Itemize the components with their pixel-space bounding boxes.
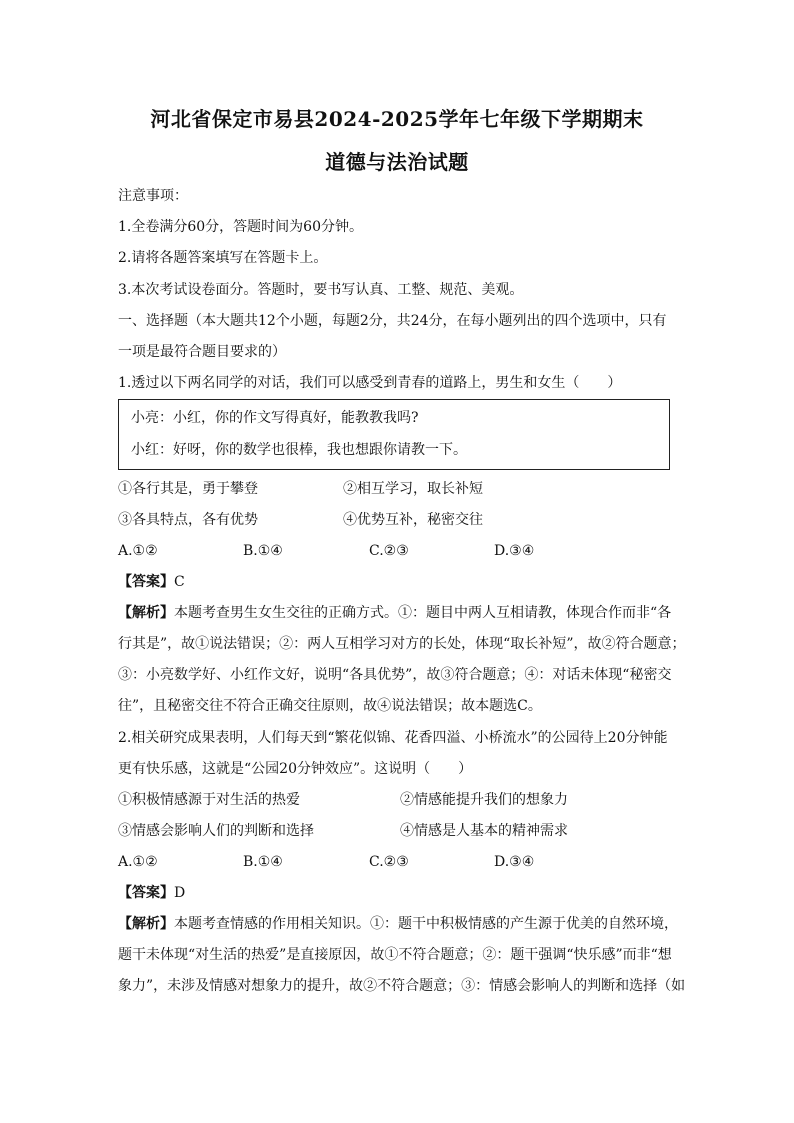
q1-analysis-line-2: 行其是”，故①说法错误；②：两人互相学习对方的长处，体现“取长补短”，故②符合题意； [118, 636, 686, 652]
analysis-text: 本题考查男生女生交往的正确方式。①：题目中两人互相请教，体现合作而非“各 [174, 605, 672, 621]
q1-choice-b: B.①④ [243, 543, 283, 559]
q1-statement-4: ④优势互补，秘密交往 [343, 512, 483, 528]
q1-analysis-line-3: ③：小亮数学好、小红作文好，说明“各具优势”，故③符合题意；④：对话未体现“秘密交 [118, 667, 672, 683]
question-2-stem-2: 更有快乐感，这就是“公园20分钟效应”。这说明（ ） [118, 761, 473, 777]
q2-choice-d: D.③④ [494, 854, 535, 870]
dialog-line-2: 小红：好呀，你的数学也很棒，我也想跟你请教一下。 [131, 442, 467, 458]
q1-choice-d: D.③④ [494, 543, 535, 559]
q1-statement-3: ③各具特点，各有优势 [118, 512, 258, 528]
analysis-text: 本题考查情感的作用相关知识。①：题干中积极情感的产生源于优美的自然环境， [174, 916, 678, 932]
q2-choice-a: A.①② [118, 854, 158, 870]
notice-item-2: 2.请将各题答案填写在答题卡上。 [118, 250, 328, 266]
q2-choice-c: C.②③ [369, 854, 409, 870]
q1-statement-1: ①各行其是，勇于攀登 [118, 481, 258, 497]
notice-item-3: 3.本次考试设卷面分。答题时，要书写认真、工整、规范、美观。 [118, 282, 524, 298]
dialog-line-1: 小亮：小红，你的作文写得真好，能教教我吗? [131, 410, 419, 426]
q1-choice-c: C.②③ [369, 543, 409, 559]
page-title: 河北省保定市易县2024-2025学年七年级下学期期末 [150, 107, 644, 131]
q2-statement-4: ④情感是人基本的精神需求 [400, 823, 568, 839]
answer-value: D [174, 885, 186, 901]
q2-choice-b: B.①④ [243, 854, 283, 870]
answer-label: 【答案】 [118, 885, 174, 901]
q2-analysis-line-2: 题干未体现“对生活的热爱”是直接原因，故①不符合题意；②：题干强调“快乐感”而非“想 [118, 947, 672, 963]
analysis-label: 【解析】 [118, 916, 174, 932]
answer-value: C [174, 574, 185, 590]
q2-statement-3: ③情感会影响人们的判断和选择 [118, 823, 314, 839]
section-heading: 一、选择题（本大题共12个小题，每题2分，共24分，在每小题列出的四个选项中，只有 [118, 313, 667, 329]
analysis-label: 【解析】 [118, 605, 174, 621]
q2-statement-1: ①积极情感源于对生活的热爱 [118, 792, 300, 808]
q1-analysis-line-4: 往”，且秘密交往不符合正确交往原则，故④说法错误；故本题选C。 [118, 698, 542, 714]
answer-label: 【答案】 [118, 574, 174, 590]
q2-statement-2: ②情感能提升我们的想象力 [400, 792, 568, 808]
question-2-stem-1: 2.相关研究成果表明，人们每天到“繁花似锦、花香四溢、小桥流水”的公园待上20分钟能 [118, 730, 668, 746]
section-heading-cont: 一项是最符合题目要求的） [118, 344, 286, 360]
q2-analysis-line-3: 象力”，未涉及情感对想象力的提升，故②不符合题意；③：情感会影响人的判断和选择（如 [118, 978, 686, 994]
question-1-stem: 1.透过以下两名同学的对话，我们可以感受到青春的道路上，男生和女生（ ） [118, 375, 622, 391]
q2-analysis-line-1 [118, 914, 678, 934]
notice-item-1: 1.全卷满分60分，答题时间为60分钟。 [118, 219, 363, 235]
dialog-box [118, 399, 670, 470]
notice-heading: 注意事项： [118, 188, 188, 204]
q1-answer [118, 572, 678, 592]
q1-statement-2: ②相互学习，取长补短 [343, 481, 483, 497]
q1-analysis-line-1 [118, 603, 678, 623]
page-subtitle: 道德与法治试题 [325, 150, 469, 174]
q2-answer [118, 883, 678, 903]
q1-choice-a: A.①② [118, 543, 158, 559]
